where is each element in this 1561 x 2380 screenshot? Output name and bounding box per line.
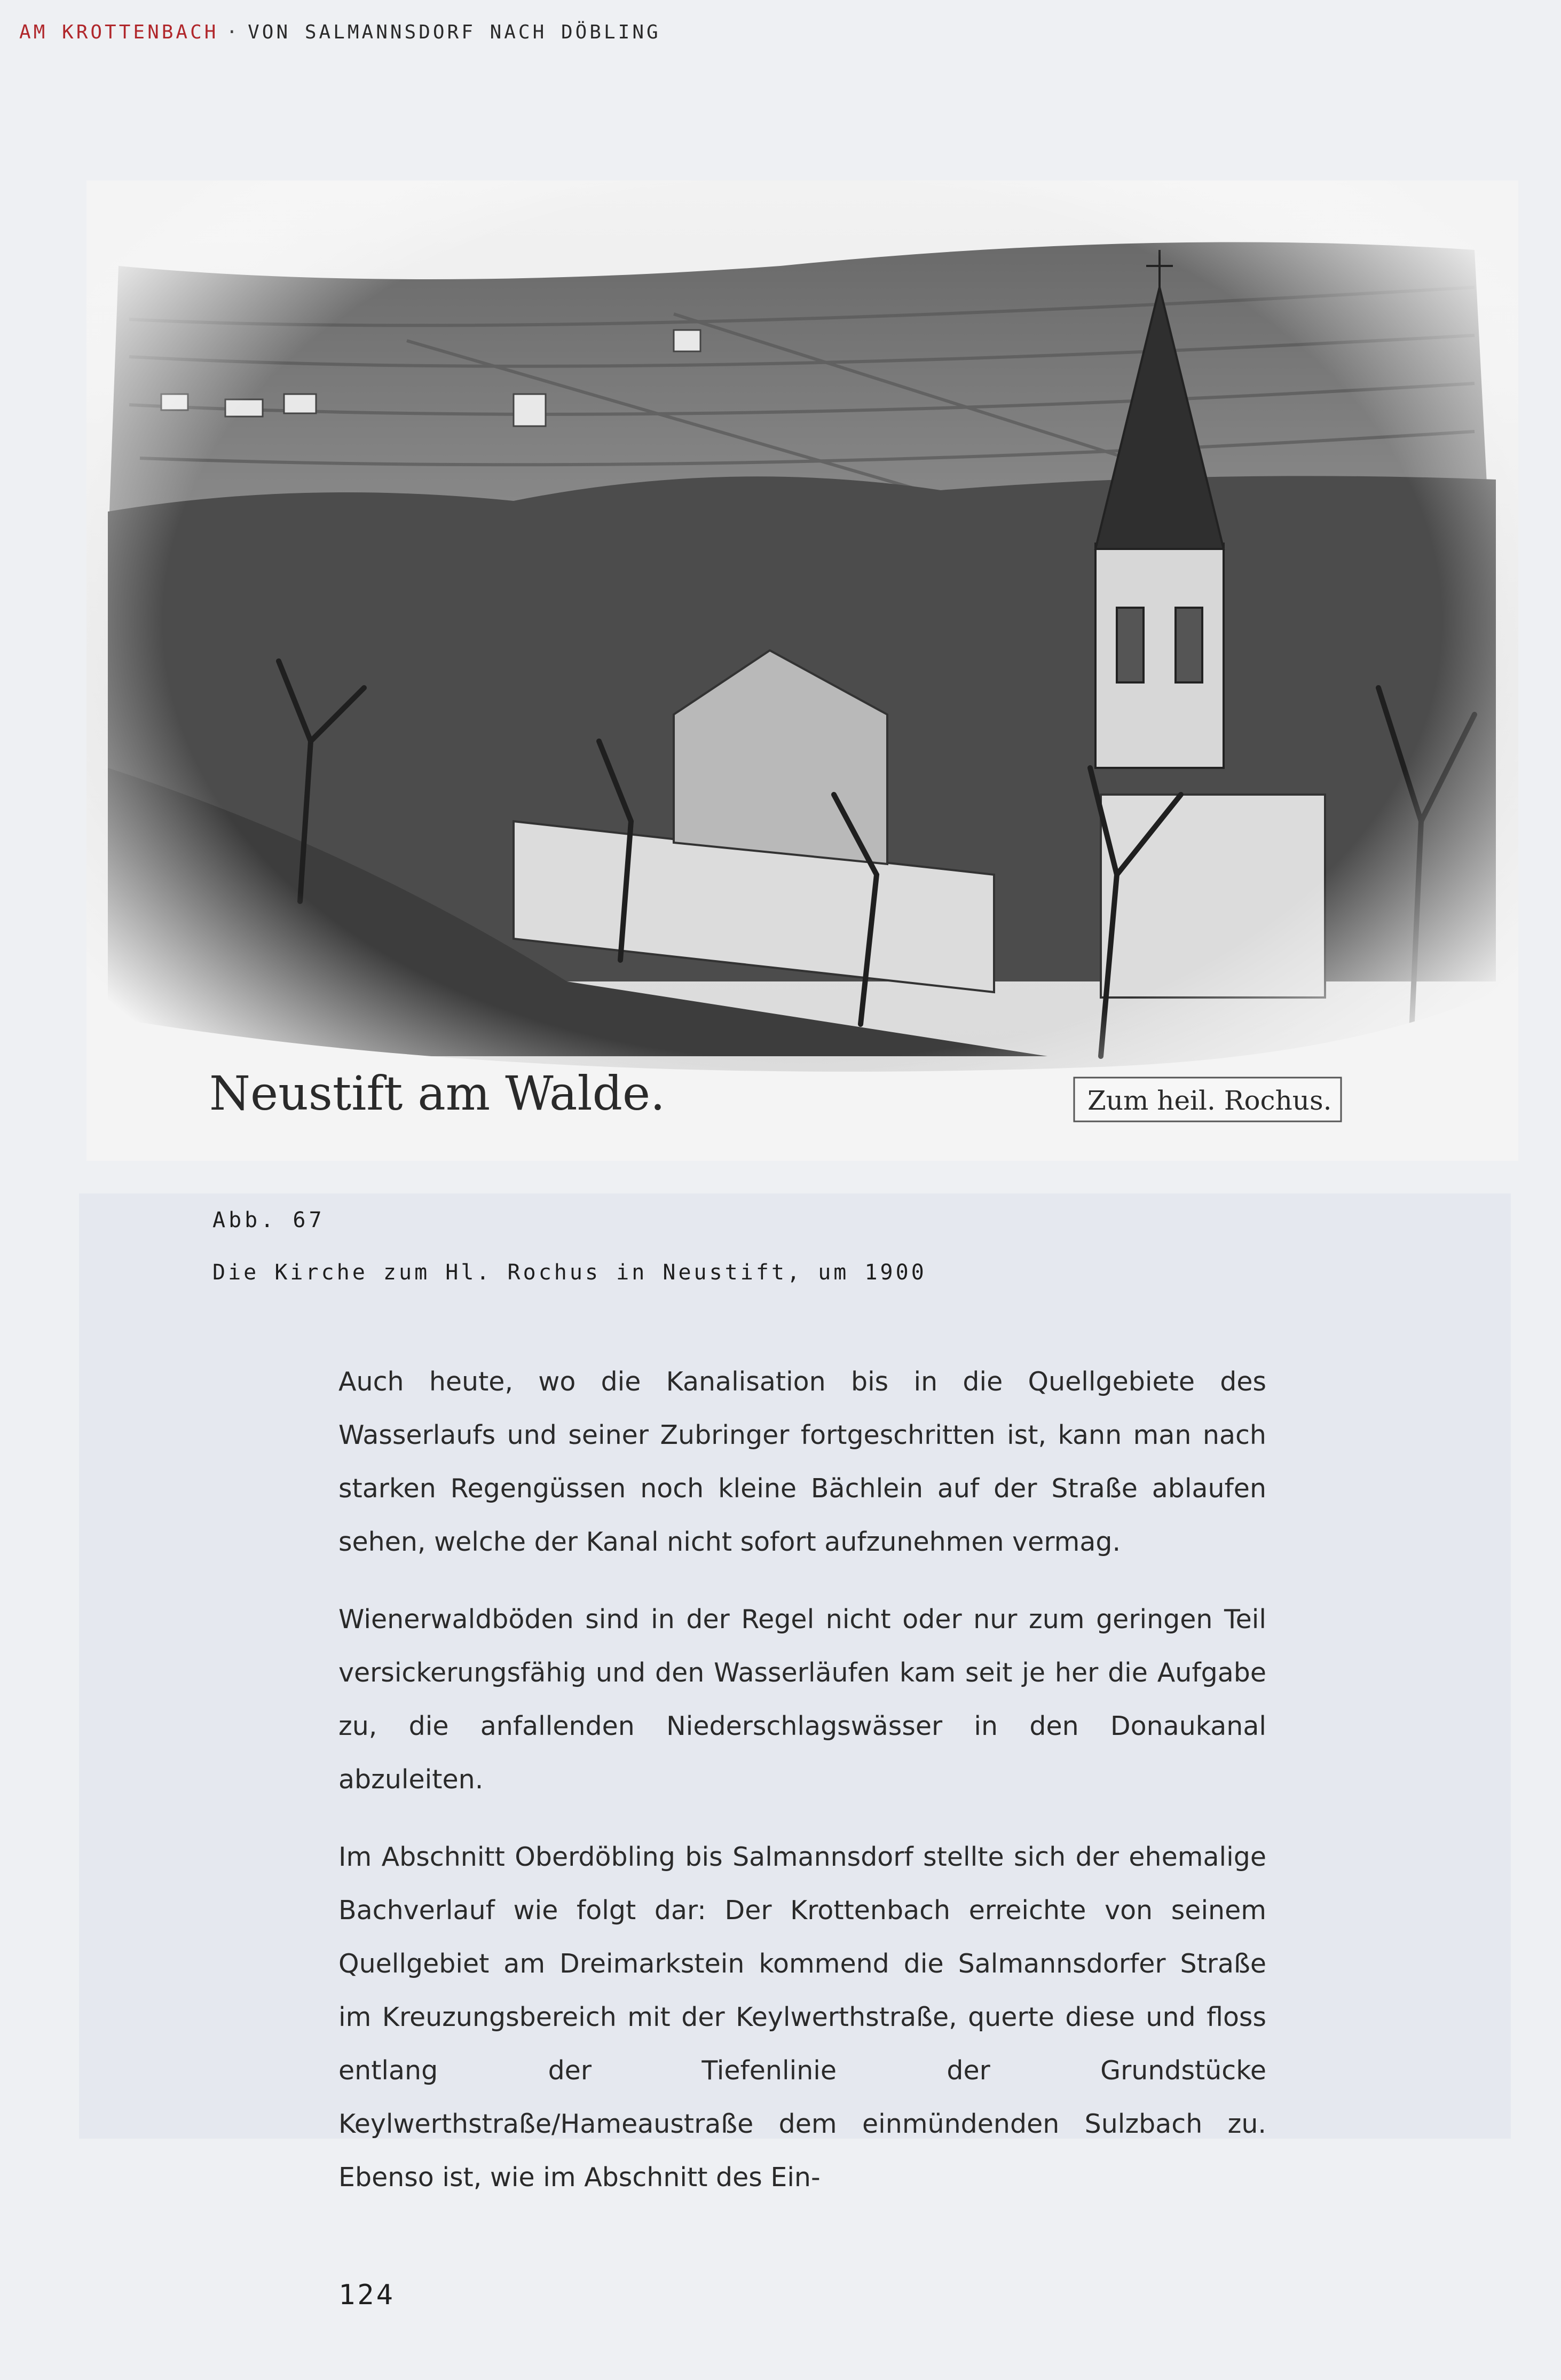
paragraph-1: Auch heute, wo die Kanalisation bis in die Quellgebiete des Wasserlaufs und seiner Zubringer fortgeschritten ist, kann man nach starken Regengüssen noch kleine Bächlein auf der Straße ablaufen sehen, welche der Kanal nicht sofort aufzunehmen vermag. [338,1366,1266,1557]
postcard-title: Neustift am Walde. [209,1066,666,1121]
historic-postcard-photo [86,180,1518,1161]
paragraph-3: Im Abschnitt Oberdöbling bis Salmannsdorf stellte sich der ehemalige Bachverlauf wie folgt dar: Der Krottenbach erreichte von seinem Quellgebiet am Dreimarkstein kommend die Salmannsdorfer Straße im Kreuzungsbereich mit der Keylwerthstraße, querte diese und floss entlang der Tiefenlinie der Grundstücke Keylwerthstraße/Hameaustraße dem einmündenden Sulzbach zu. Ebenso ist, wie im Abschnitt des Ein- [338,1842,1266,2193]
separator: · [226,21,241,43]
postcard-label: Zum heil. Rochus. [1087,1085,1332,1116]
postcard-illustration [86,180,1518,1161]
chapter-title: AM KROTTENBACH [19,21,219,43]
page-number: 124 [338,2279,395,2311]
paragraph-2: Wienerwaldböden sind in der Regel nicht oder nur zum geringen Teil versickerungsfähig und den Wasserläufen kam seit je her die Aufgabe zu, die anfallenden Niederschlagswässer in den Donaukanal abzuleiten. [338,1604,1266,1795]
running-head [19,21,661,43]
figure-caption: Die Kirche zum Hl. Rochus in Neustift, um 1900 [212,1260,927,1285]
section-title: VON SALMANNSDORF NACH DÖBLING [248,21,661,43]
figure-number: Abb. 67 [212,1208,325,1232]
